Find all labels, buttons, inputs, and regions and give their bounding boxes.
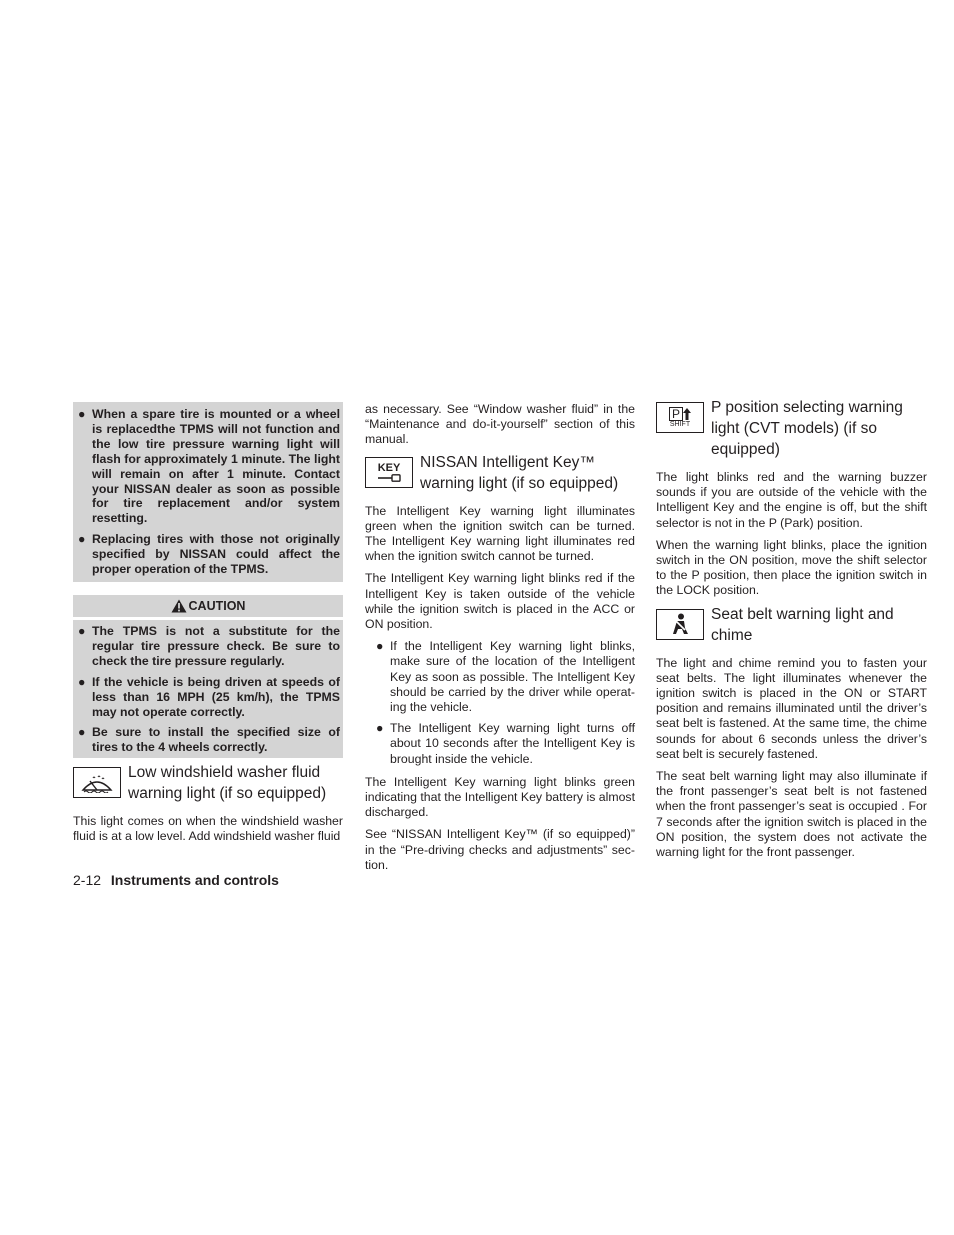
list-item: ● The Intelligent Key warning light turns off about 10 seconds after the Intelligent Key is brought inside the vehicle.: [376, 721, 635, 766]
warning-triangle-icon: [171, 599, 187, 613]
p-letter: P: [669, 407, 683, 421]
windshield-washer-icon: [73, 767, 121, 798]
bullet: ●: [78, 623, 86, 638]
list-item: ● If the vehicle is being driven at speeds of less than 16 MPH (25 km/h), the TPMS may not operate correctly.: [78, 674, 340, 719]
key-title: NISSAN Intelligent Key™ warning light (if so equipped): [420, 453, 619, 492]
key-para-3: The Intelligent Key warning light blinks green indicating that the Intelligent Key battery is almost discharged.: [365, 774, 635, 820]
key-shape-icon: [376, 474, 402, 482]
column-2: [365, 402, 635, 880]
seat-belt-title: Seat belt warning light and chime: [711, 605, 894, 644]
list-item: ● When a spare tire is mounted or a wheel is replacedthe TPMS will not function and the low tire pressure warning light will flash for approximately 1 minute. The light will remain on after 1 minute. Contact your NISSAN dealer as soon as possible for tire replacement and/or system resetting.: [78, 407, 340, 526]
p-para-2: When the warning light blinks, place the ignition switch in the ON position, move the shift selector to the P position, then place the ignition switch in the LOCK position.: [656, 537, 927, 598]
key-para-4: See “NISSAN Intelligent Key™ (if so equipped)” in the “Pre-driving checks and adjustments” sec-tion.: [365, 827, 635, 872]
shift-label: SHIFT: [669, 420, 691, 428]
page-footer: [73, 872, 279, 888]
bullet: ●: [78, 407, 86, 421]
bullet: ●: [78, 674, 86, 689]
caution-box: [73, 620, 343, 758]
bullet: ●: [78, 725, 86, 740]
p-shift-top: [669, 407, 691, 421]
arrow-up-icon: [683, 408, 691, 420]
key-para-1: The Intelligent Key warning light illuminates green when the ignition switch can be turned. The Intelligent Key warning light illuminates red when the ignition switch cannot be turned.: [365, 503, 635, 564]
column-1: [73, 402, 343, 852]
p-shift-icon: [656, 402, 704, 433]
washer-text: This light comes on when the windshield washer fluid is at a low level. Add windshield washer fluid: [73, 814, 343, 844]
bullet: ●: [376, 639, 384, 654]
washer-title: Low windshield washer fluid warning light (if so equipped): [128, 764, 327, 803]
list-item: ● Be sure to install the specified size of tires to the 4 wheels correctly.: [78, 725, 340, 755]
washer-section-header: [73, 764, 343, 804]
bullet: ●: [78, 532, 86, 547]
tpms-note-box: [73, 402, 343, 582]
caution-header: [73, 595, 343, 617]
key-para-2: The Intelligent Key warning light blinks red if the Intelligent Key is taken outside of the vehicle while the ignition switch is placed in the ACC or ON position.: [365, 571, 635, 632]
list-item: ● Replacing tires with those not originally specified by NISSAN could affect the proper operation of the TPMS.: [78, 532, 340, 577]
section-name: Instruments and controls: [110, 872, 279, 888]
continued-text: as necessary. See “Window washer fluid” in the “Maintenance and do-it-yourself” section of this manual.: [365, 402, 635, 447]
seat-belt-section-header: [656, 605, 927, 646]
key-icon-label: KEY: [377, 461, 401, 474]
page-number: 2-12: [73, 872, 102, 888]
belt-para-1: The light and chime remind you to fasten your seat belts. The light illuminates whenever the ignition switch is placed in the ON or START position and remains illuminated until the driver’s seat belt is fastened. At the same time, the chime sounds for about 6 seconds unless the driver’s seat belt is securely fastened.: [656, 655, 927, 761]
list-item: ● If the Intelligent Key warning light blinks, make sure of the location of the Intelligent Key as soon as possible. The Intelligent Key should be carried by the driver while operat-ing the vehicle.: [376, 639, 635, 715]
bullet: ●: [376, 721, 384, 736]
key-bullets: [365, 639, 635, 767]
intelligent-key-icon: [365, 457, 413, 488]
belt-para-2: The seat belt warning light may also illuminate if the front passenger’s seat belt is not fastened when the front passenger’s seat is occupied . For 7 seconds after the ignition switch is placed in the ON position, the system does not activate the warning light for the front passenger.: [656, 769, 927, 860]
seat-belt-icon: [656, 609, 704, 640]
caution-label: CAUTION: [188, 598, 246, 613]
p-position-title: P position selecting warning light (CVT models) (if so equipped): [711, 399, 903, 458]
list-item: ● The TPMS is not a substitute for the regular tire pressure check. Be sure to check the tire pressure regularly.: [78, 623, 340, 668]
key-section-header: [365, 453, 635, 494]
column-3: [656, 399, 927, 867]
p-para-1: The light blinks red and the warning buzzer sounds if you are outside of the vehicle with the Intelligent Key and the engine is off, but the shift selector is not in the P (Park) position.: [656, 470, 927, 530]
p-position-section-header: [656, 399, 927, 460]
